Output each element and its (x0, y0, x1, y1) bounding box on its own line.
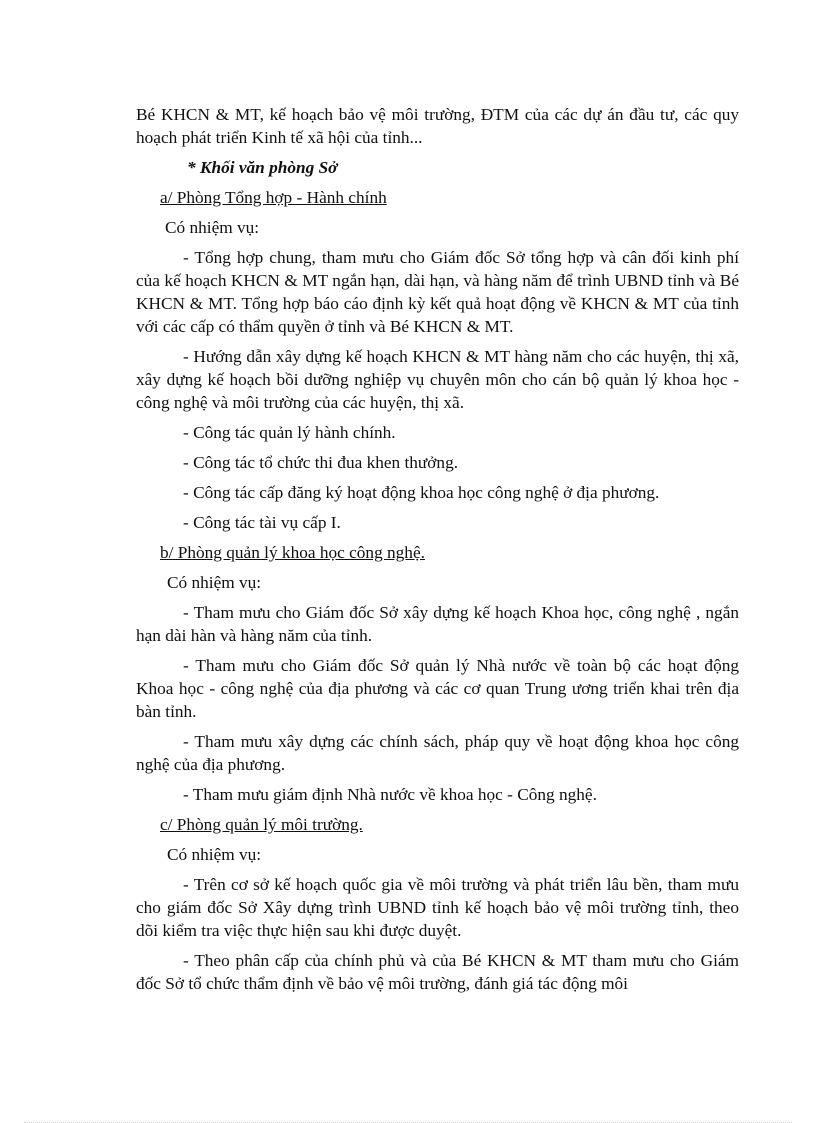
duty-item: - Tham mưu cho Giám đốc Sở quản lý Nhà nước về toàn bộ các hoạt động Khoa học - công nghệ của địa phương và các cơ quan Trung ương triển khai trên địa bàn tỉnh. (136, 656, 739, 721)
subsection-title: b/ Phòng quản lý khoa học công nghệ. (160, 543, 425, 562)
duty-item: - Công tác tài vụ cấp I. (183, 513, 341, 532)
duty-item: - Công tác cấp đăng ký hoạt động khoa học công nghệ ở địa phương. (183, 483, 660, 502)
subsection-heading-science-tech (136, 541, 739, 564)
subsection-heading-environment (136, 813, 739, 836)
duty-item: - Hướng dẫn xây dựng kế hoạch KHCN & MT hàng năm cho các huyện, thị xã, xây dựng kế hoạch bồi dưỡng nghiệp vụ chuyên môn cho cán bộ quản lý khoa học - công nghệ và môi trường của các huyện, thị xã. (136, 347, 739, 412)
subsection-title: c/ Phòng quản lý môi trường. (160, 815, 363, 834)
paragraph-continuation: Bé KHCN & MT, kế hoạch bảo vệ môi trường, ĐTM của các dự án đầu tư, các quy hoạch phát triển Kinh tế xã hội của tỉnh... (136, 105, 739, 147)
subsection-heading-general-admin (136, 186, 739, 209)
subsection-title: a/ Phòng Tổng hợp - Hành chính (160, 188, 387, 207)
duty-item: - Tham mưu xây dựng các chính sách, pháp quy về hoạt động khoa học công nghệ của địa phương. (136, 732, 739, 774)
duty-item: - Trên cơ sở kế hoạch quốc gia về môi trường và phát triển lâu bền, tham mưu cho giám đốc Sở Xây dựng trình UBND tỉnh kế hoạch bảo vệ môi trường tỉnh, theo dõi kiểm tra việc thực hiện sau khi được duyệt. (136, 875, 739, 940)
duty-item: - Tham mưu cho Giám đốc Sở xây dựng kế hoạch Khoa học, công nghệ , ngắn hạn dài hàn và hàng năm của tỉnh. (136, 603, 739, 645)
document-page (136, 103, 739, 995)
duty-label: Có nhiệm vụ: (167, 573, 262, 592)
duty-item: - Tổng hợp chung, tham mưu cho Giám đốc Sở tổng hợp và cân đối kinh phí của kế hoạch KHCN & MT ngắn hạn, dài hạn, và hàng năm để trình UBND tỉnh và Bé KHCN & MT. Tổng hợp báo cáo định kỳ kết quả hoạt động về KHCN & MT của tỉnh với các cấp có thẩm quyền ở tỉnh và Bé KHCN & MT. (136, 248, 739, 336)
duty-item: - Công tác tổ chức thi đua khen thưởng. (183, 453, 459, 472)
section-heading-office-block: * Khối văn phòng Sở (187, 158, 338, 177)
duty-label: Có nhiệm vụ: (167, 845, 262, 864)
duty-label: Có nhiệm vụ: (165, 218, 260, 237)
duty-item: - Theo phân cấp của chính phủ và của Bé KHCN & MT tham mưu cho Giám đốc Sở tổ chức thẩm định về bảo vệ môi trường, đánh giá tác động môi (136, 951, 739, 993)
duty-item: - Tham mưu giám định Nhà nước về khoa học - Công nghệ. (183, 785, 597, 804)
duty-item: - Công tác quản lý hành chính. (183, 423, 396, 442)
